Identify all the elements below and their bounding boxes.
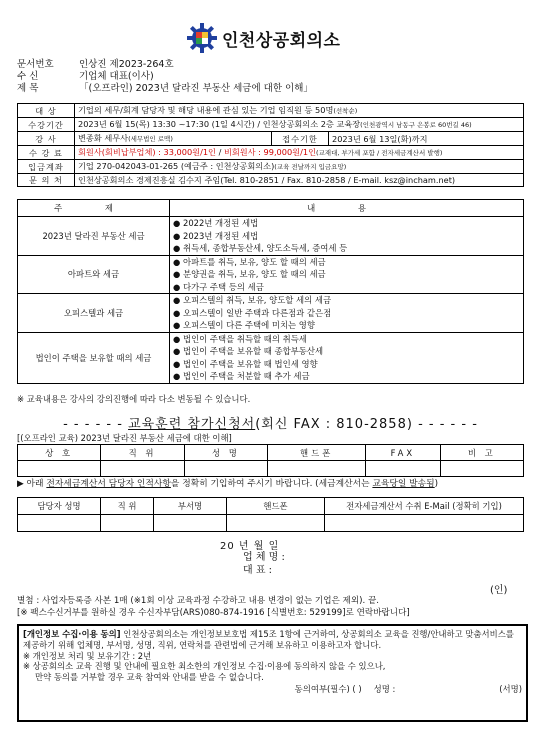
topic-content (170, 332, 524, 383)
application-subtitle: [(오프라인 교육) 2023년 달라진 부동산 세금에 대한 이해] (17, 433, 232, 443)
logo-name: 인천상공회의소 (222, 30, 341, 51)
privacy-body: 인천상공회의소는 개인정보보호법 제15조 1항에 근거하여, 상공회의소 교육을 진행/안내하고 맞춤서비스를 제공하기 위해 업체명, 부서명, 성명, 직위, 연락처를 관련법에 근거해 보유하고 이용하고자 합니다. (23, 629, 514, 650)
name-cell[interactable] (184, 461, 267, 477)
topic-bullet: ● 오피스텔의 취득, 보유, 양도할 세의 세금 (173, 295, 332, 305)
topic-bullet: ● 2022년 개정된 세법 (173, 218, 259, 228)
privacy-note: ※ 상공회의소 교육 진행 및 안내에 필요한 최소한의 개인정보 수집·이용에 동의하지 않을 수 있으나, (23, 661, 386, 672)
topic-subject: 아파트와 세금 (18, 255, 170, 294)
fax-optout-line: [※ 팩스수신거부를 원하실 경우 수신자부담(ARS)080-874-1916 [식별번호: 529199]로 연락바랍니다] (17, 608, 410, 618)
department-cell[interactable] (154, 515, 227, 532)
topic-row (18, 332, 524, 383)
info-row (18, 174, 524, 187)
header-name: 성 명 (184, 445, 267, 461)
subject-label: 제 목 (17, 83, 39, 94)
topic-content (170, 255, 524, 294)
info-key: 강 사 (18, 132, 75, 146)
tax-contact-row[interactable] (18, 515, 524, 532)
company-name-label: 업 체 명 : (243, 552, 285, 563)
topic-bullet: ● 2023년 개정된 세법 (173, 230, 259, 241)
privacy-title: [개인정보 수집·이용 동의] (23, 629, 121, 639)
topics-table (17, 199, 524, 384)
topic-bullet: ● 오피스텔이 다른 주택에 미치는 영향 (173, 320, 315, 330)
topic-bullet: ● 법인이 주택을 취득할 때의 취득세 (173, 333, 307, 344)
header-contact-mobile: 핸드폰 (227, 498, 325, 515)
topic-row (18, 255, 524, 294)
topic-bullet: ● 다가구 주택 등의 세금 (173, 281, 264, 292)
header-contact-name: 담당자 성명 (18, 498, 101, 515)
info-key: 접수기한 (272, 132, 329, 146)
participant-table (17, 444, 524, 477)
info-key: 대 상 (18, 104, 75, 118)
info-key: 수 강 료 (18, 146, 75, 160)
attachment-line: 별첨 : 사업자등록증 사본 1매 (※1회 이상 교육과정 수강하고 내용 변경이 없는 기업은 제외). 끝. (17, 596, 380, 606)
content-note: ※ 교육내용은 강사의 강의진행에 따라 다소 변동될 수 있습니다. (17, 394, 251, 404)
info-key: 입금계좌 (18, 160, 75, 174)
course-info-table (17, 103, 524, 187)
consent-checkbox[interactable]: 동의여부(필수) ( ) (294, 683, 362, 694)
privacy-consent-box (17, 624, 528, 722)
consent-signature[interactable]: (서명) (499, 683, 522, 694)
header-position: 직 위 (101, 445, 184, 461)
header-department: 부서명 (154, 498, 227, 515)
email-cell[interactable] (325, 515, 524, 532)
topic-bullet: ● 분양권을 취득, 보유, 양도 할 때의 세금 (173, 269, 326, 279)
participant-row[interactable] (18, 461, 524, 477)
info-value: 변종화 세무사(세무법인 로맥) (75, 132, 272, 146)
fax-cell[interactable] (366, 461, 440, 477)
topic-bullet: ● 법인이 주택을 보유할 때 법인세 영향 (173, 358, 318, 369)
info-row (18, 118, 524, 132)
topic-row (18, 294, 524, 333)
attachment-note (17, 595, 532, 619)
company-cell[interactable] (18, 461, 101, 477)
topic-bullet: ● 취득세, 종합부동산세, 양도소득세, 증여세 등 (173, 243, 348, 253)
position-cell[interactable] (101, 461, 184, 477)
subject: 「(오프라인) 2023년 달라진 부동산 세금에 대한 이해」 (79, 83, 313, 94)
topic-bullet: ● 오피스텔이 일반 주택과 다른점과 같은점 (173, 307, 332, 318)
info-row (18, 132, 524, 146)
header-contact-position: 직 위 (101, 498, 154, 515)
seal-mark: (인) (490, 585, 508, 596)
topic-content (170, 294, 524, 333)
info-value: 2023년 6월 13일(화)까지 (329, 132, 524, 146)
tax-invoice-note: ▶ 아래 전자세금계산서 담당자 인적사항을 정확히 기입하여 주시기 바랍니다. (세금계산서는 교육당일 발송됨) (17, 479, 439, 489)
topic-bullet: ● 법인이 주택을 보유할 때 종합부동산세 (173, 346, 324, 356)
header-company: 상 호 (18, 445, 101, 461)
info-row (18, 160, 524, 174)
representative-label: 대 표 : (243, 565, 273, 576)
header-email: 전자세금계산서 수취 E-Mail (정확히 기입) (325, 498, 524, 515)
document-meta (17, 59, 527, 95)
mobile-cell[interactable] (268, 461, 366, 477)
topic-row (18, 217, 524, 256)
topic-content (170, 217, 524, 256)
topic-subject: 법인이 주택을 보유할 때의 세금 (18, 332, 170, 383)
contact-position-cell[interactable] (101, 515, 154, 532)
header-mobile: 핸드폰 (268, 445, 366, 461)
remarks-cell[interactable] (440, 461, 523, 477)
topics-header-content: 내 용 (170, 200, 524, 217)
tax-contact-table (17, 497, 524, 532)
info-row (18, 104, 524, 118)
doc-no: 인상진 제2023-264호 (79, 59, 174, 70)
sign-block (243, 551, 285, 577)
topic-bullet: ● 아파트를 취득, 보유, 양도 할 때의 세금 (173, 256, 326, 267)
recipient-label: 수 신 (17, 71, 39, 82)
header-remarks: 비 고 (440, 445, 523, 461)
consent-name-label: 성명 : (373, 683, 396, 694)
privacy-refusal: 만약 동의를 거부할 경우 교육 참여와 안내를 받을 수 없습니다. (35, 672, 264, 683)
doc-no-label: 문서번호 (17, 59, 54, 70)
info-value: 인천상공회의소 경제진흥실 김수지 주임(Tel. 810-2851 / Fax. 810-2858 / E-mail. ksz@incham.net) (75, 174, 524, 187)
privacy-retention: ※ 개인정보 처리 및 보유기간 : 2년 (23, 650, 152, 661)
contact-name-cell[interactable] (18, 515, 101, 532)
info-row (18, 146, 524, 160)
info-value: 2023년 6월 15(목) 13:30 ~17:30 (1일 4시간) / 인천상공회의소 2층 교육장(인천광역시 남동구 은봉로 60번길 46) (75, 118, 524, 132)
topic-subject: 오피스텔과 세금 (18, 294, 170, 333)
info-value: 회원사(회비납부업체) : 33,000원/1인 / 비회원사 : 99,000원/1인(교재대, 부가세 포함 / 전자세금계산서 발행) (75, 146, 524, 160)
gear-logo-icon (186, 22, 218, 54)
recipient: 기업체 대표(이사) (79, 71, 154, 82)
info-key: 수강기간 (18, 118, 75, 132)
info-value: 기업의 세무/회계 담당자 및 해당 내용에 관심 있는 기업 임직원 등 50명(선착순) (75, 104, 524, 118)
consent-name-field[interactable] (407, 684, 487, 695)
contact-mobile-cell[interactable] (227, 515, 325, 532)
chamber-logo (186, 20, 376, 56)
application-title: - - - - - - 교육훈련 참가신청서(회신 FAX : 810-2858) - - - - - - (63, 417, 478, 432)
topics-header-subject: 주 제 (18, 200, 170, 217)
topic-bullet: ● 법인이 주택을 처분할 때 추가 세금 (173, 371, 310, 381)
sign-date: 20 년 월 일 (220, 541, 280, 552)
consent-line (23, 684, 522, 695)
info-value: 기업 270-042043-01-265 (예금주 : 인천상공회의소)(교육 전날까지 입금요망) (75, 160, 524, 174)
info-key: 문 의 처 (18, 174, 75, 187)
topic-subject: 2023년 달라진 부동산 세금 (18, 217, 170, 256)
header-fax: FAX (366, 445, 440, 461)
